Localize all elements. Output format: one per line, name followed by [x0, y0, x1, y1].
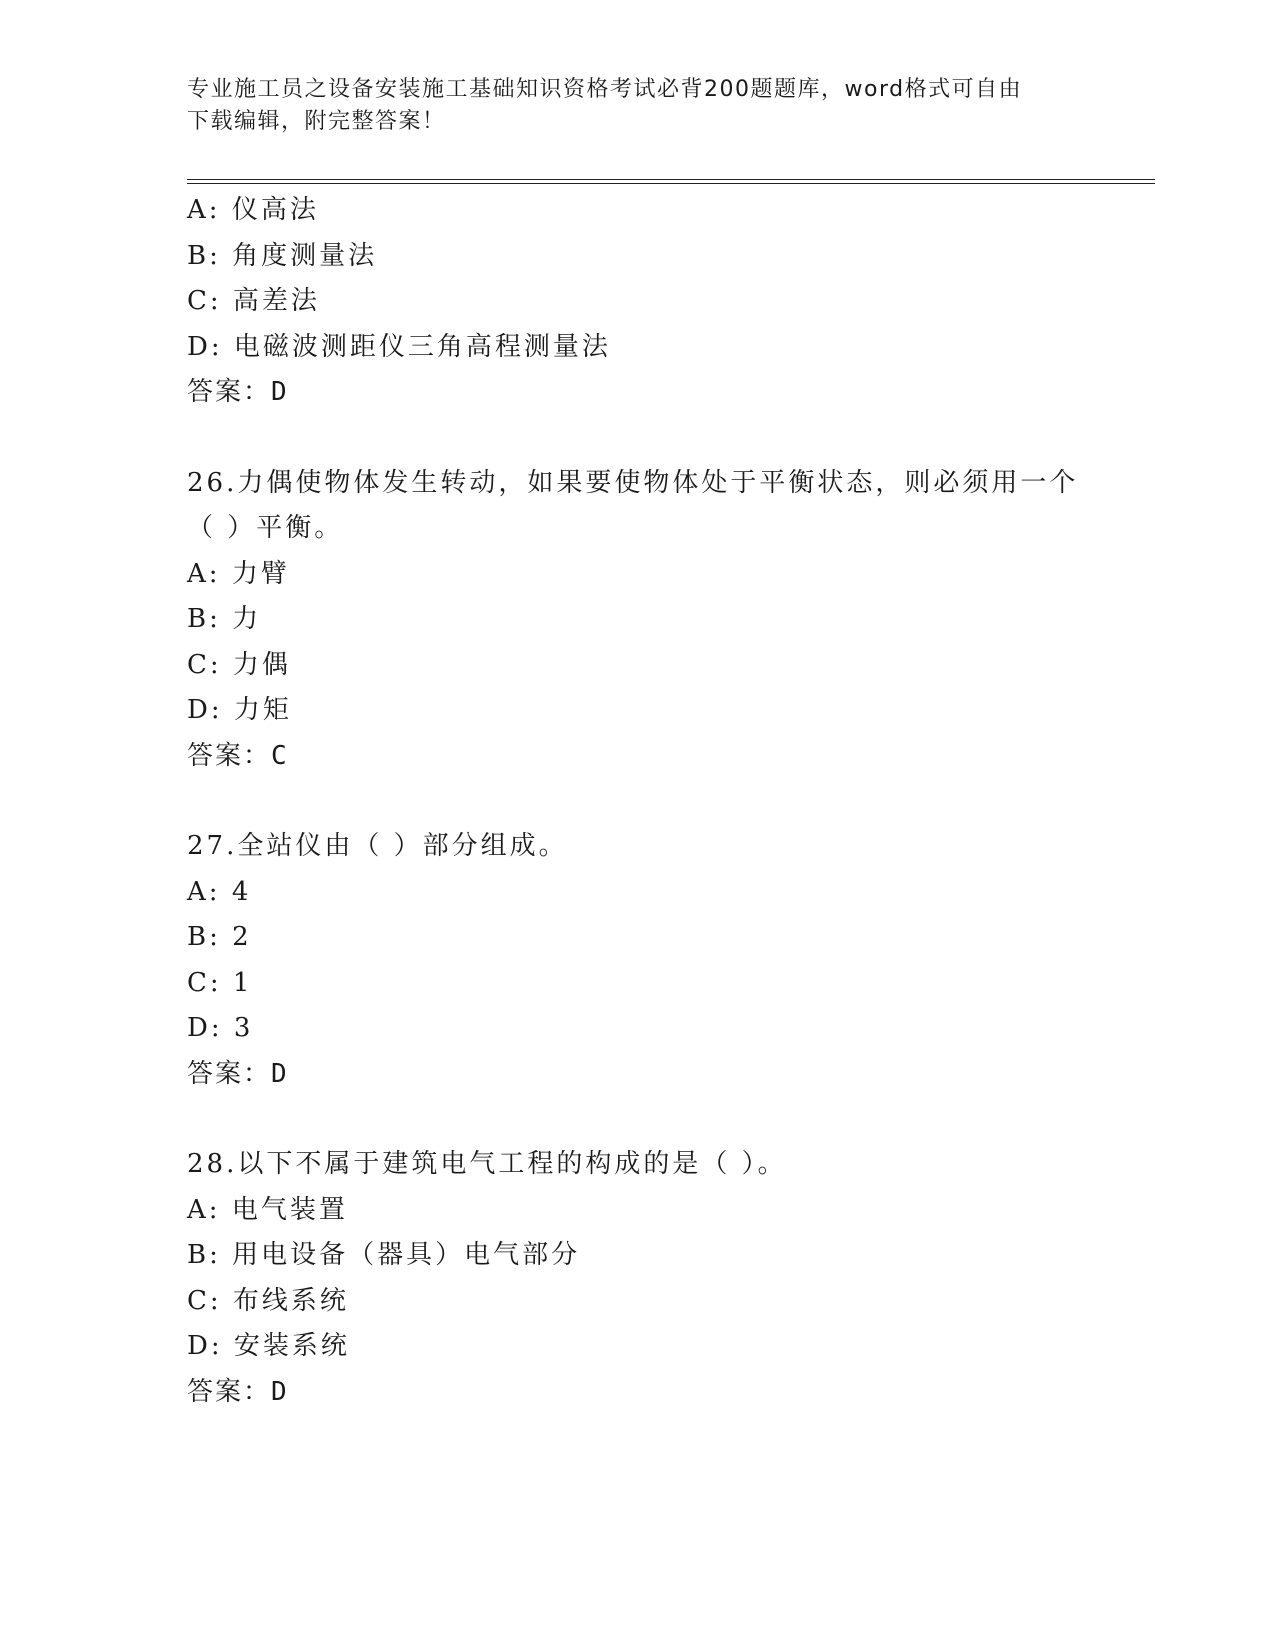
option-c: C: 高差法 — [187, 286, 320, 316]
question-25 — [187, 188, 1107, 416]
option-d: D: 电磁波测距仪三角高程测量法 — [187, 331, 611, 362]
question-list — [187, 188, 1107, 1415]
question-text: 27.全站仪由（ ）部分组成。 — [187, 831, 568, 861]
header-line-1: 专业施工员之设备安装施工基础知识资格考试必背200题题库，word格式可自由 — [187, 77, 1023, 102]
option-b: B: 用电设备（器具）电气部分 — [187, 1240, 581, 1270]
question-text-continued: （ ）平衡。 — [187, 513, 344, 543]
option-c: C: 力偶 — [187, 649, 291, 680]
option-b: B: 2 — [187, 922, 252, 952]
option-a: A: 力臂 — [187, 558, 290, 589]
document-header — [187, 74, 1087, 138]
header-line-2: 下载编辑，附完整答案！ — [187, 109, 446, 134]
option-a: A: 仪高法 — [187, 195, 319, 225]
option-c: C: 1 — [187, 967, 253, 998]
header-rule-top — [187, 179, 1155, 180]
option-b: B: 力 — [187, 604, 262, 634]
option-d: D: 3 — [187, 1013, 254, 1043]
question-27 — [187, 824, 1107, 1097]
option-c: C: 布线系统 — [187, 1285, 349, 1316]
option-a: A: 4 — [187, 876, 252, 907]
answer: 答案：C — [187, 740, 289, 771]
question-28 — [187, 1142, 1107, 1415]
header-rule-bottom — [187, 183, 1155, 184]
question-text: 26.力偶使物体发生转动，如果要使物体处于平衡状态，则必须用一个 — [187, 467, 1079, 498]
option-b: B: 角度测量法 — [187, 240, 378, 271]
answer: 答案：D — [187, 377, 289, 407]
answer: 答案：D — [187, 1376, 289, 1407]
option-d: D: 安装系统 — [187, 1331, 350, 1361]
question-text: 28.以下不属于建筑电气工程的构成的是（ ）。 — [187, 1149, 787, 1179]
option-a: A: 电气装置 — [187, 1194, 348, 1225]
option-d: D: 力矩 — [187, 695, 292, 725]
answer: 答案：D — [187, 1058, 289, 1089]
question-26 — [187, 461, 1107, 780]
